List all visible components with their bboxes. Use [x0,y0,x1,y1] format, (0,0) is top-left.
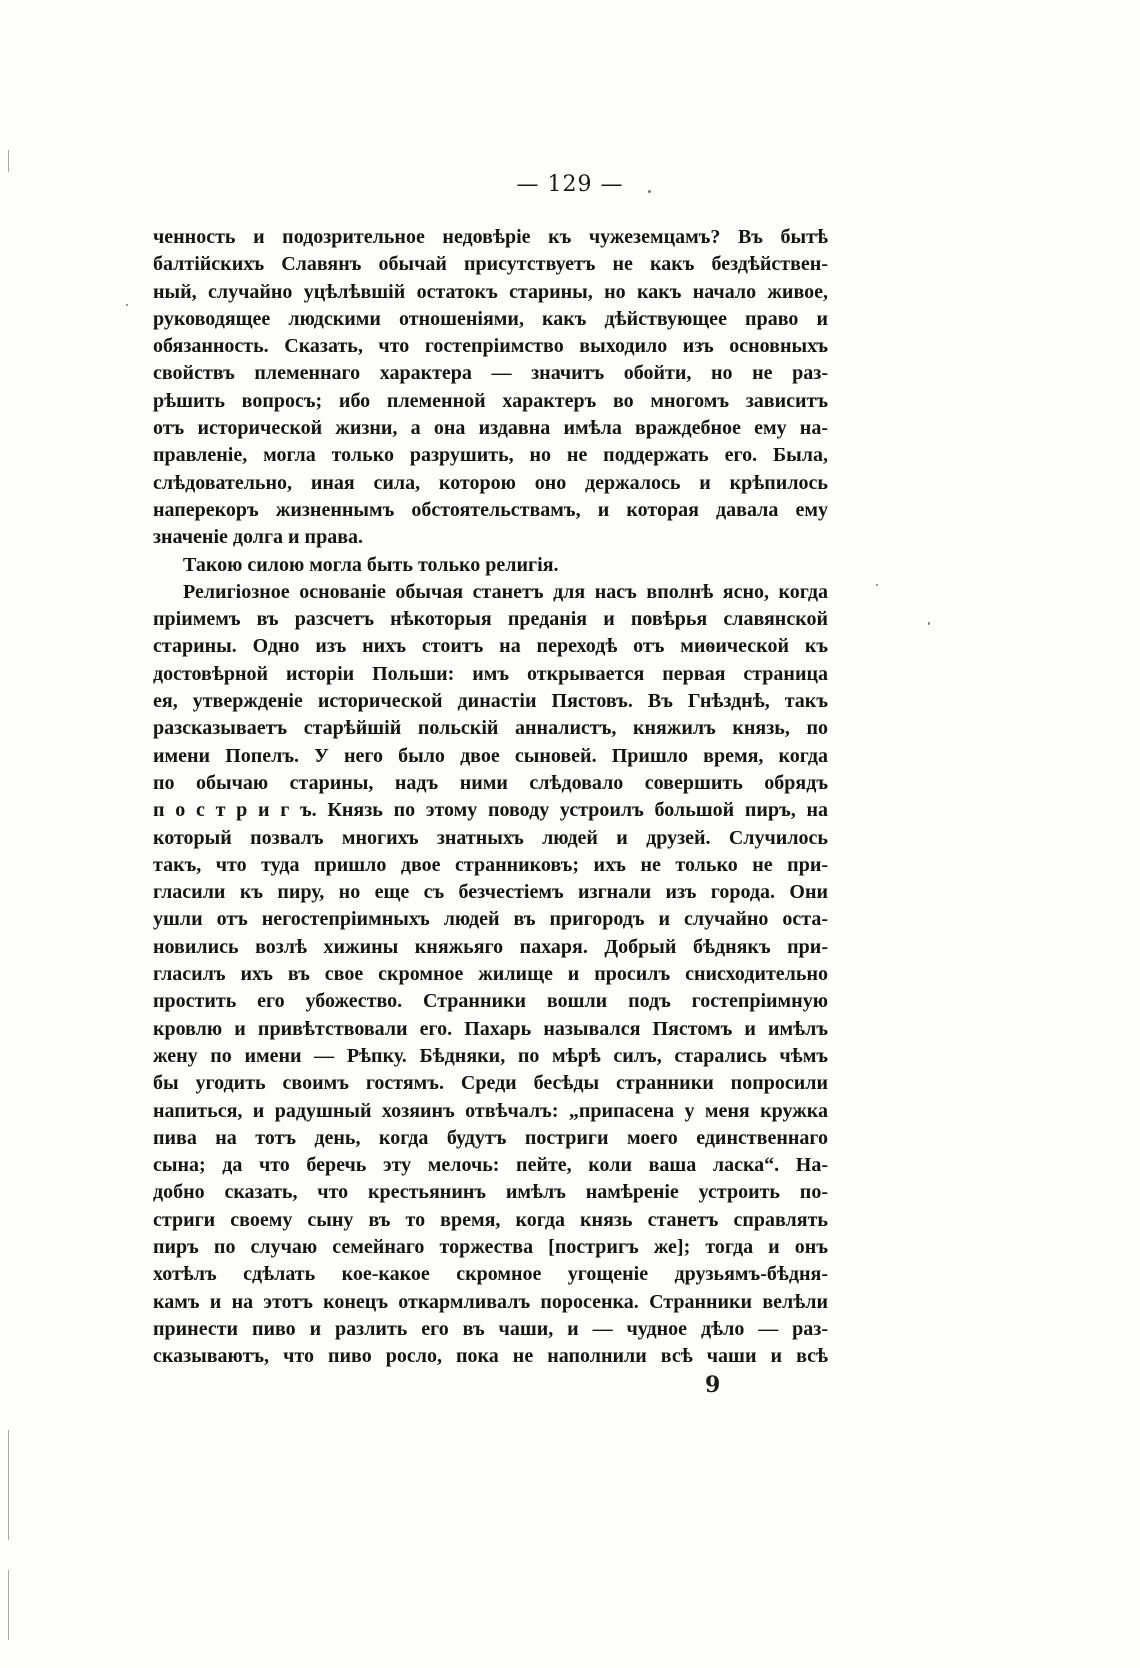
text-line: отъ исторической жизни, а она издавна имѣла враждебное ему на- [153,417,828,440]
text-line: слѣдовательно, иная сила, которою оно держалось и крѣпилось [153,471,828,494]
text-line: ченность и подозрительное недовѣріе къ чужеземцамъ? Въ бытѣ [153,226,828,248]
body-text [153,224,828,1370]
text-line: камъ и на этотъ конецъ откармливалъ поросенка. Странники велѣли [153,1290,828,1313]
scan-speck [928,622,930,625]
text-line: жену по имени — Рѣпку. Бѣдняки, по мѣрѣ силъ, старались чѣмъ [153,1044,828,1067]
scan-edge-mark [8,1570,9,1640]
signature-mark: 9 [705,1372,721,1398]
text-line: гласили къ пиру, но еще съ безчестіемъ изгнали изъ города. Они [153,881,828,904]
scan-edge-mark [8,150,9,172]
text-line: ушли отъ негостепріимныхъ людей въ пригородъ и случайно оста- [153,908,828,931]
text-line: простить его убожество. Странники вошли подъ гостепріимную [153,990,828,1013]
text-line: рѣшить вопросъ; ибо племенной характеръ во многомъ зависитъ [153,389,828,412]
text-line: гласилъ ихъ въ свое скромное жилище и просилъ снисходительно [153,963,828,986]
text-line: пріимемъ въ разсчетъ нѣкоторыя преданія и повѣрья славянской [153,608,828,631]
text-line: п о с т р и г ъ. Князь по этому поводу устроилъ большой пиръ, на [153,799,828,822]
text-line: хотѣлъ сдѣлать кое-какое скромное угощеніе друзьямъ-бѣдня- [153,1263,828,1286]
text-line: такъ, что туда пришло двое странниковъ; ихъ не только не при- [153,853,828,876]
text-line: пиръ по случаю семейнаго торжества [постригъ же]; тогда и онъ [153,1235,828,1258]
text-line: сказываютъ, что пиво росло, пока не наполнили всѣ чаши и всѣ [153,1345,828,1368]
text-line: обязанность. Сказать, что гостепріимство выходило изъ основныхъ [153,335,828,358]
text-line: имени Попелъ. У него было двое сыновей. Пришло время, когда [153,744,828,767]
scan-speck [876,584,878,586]
text-line: сына; да что беречь эту мелочь: пейте, коли ваша ласка“. На- [153,1154,828,1177]
scan-speck [126,304,128,306]
text-line: напиться, и радушный хозяинъ отвѣчалъ: „припасена у меня кружка [153,1099,828,1122]
text-line: Такою силою могла быть только религія. [183,553,559,576]
text-line: бы угодить своимъ гостямъ. Среди бесѣды странники попросили [153,1072,828,1095]
text-line: пива на тотъ день, когда будутъ постриги моего единственнаго [153,1126,828,1149]
text-line: ный, случайно уцѣлѣвшій остатокъ старины, но какъ начало живое, [153,280,828,303]
text-line: ея, утвержденіе исторической династіи Пястовъ. Въ Гнѣзднѣ, такъ [153,690,828,713]
text-line: новились возлѣ хижины княжьяго пахаря. Добрый бѣднякъ при- [153,935,828,958]
text-line: принести пиво и разлить его въ чаши, и — чудное дѣло — раз- [153,1317,828,1340]
scan-speck [648,190,651,193]
text-line: который позвалъ многихъ знатныхъ людей и друзей. Случилось [153,826,828,849]
text-line: значеніе долга и права. [153,526,363,549]
page-header-number: — 129 — [516,172,624,197]
text-line: свойствъ племеннаго характера — значитъ обойти, но не раз- [153,362,828,385]
text-line: кровлю и привѣтствовали его. Пахарь назывался Пястомъ и имѣлъ [153,1017,828,1040]
text-line: по обычаю старины, надъ ними слѣдовало совершить обрядъ [153,771,828,794]
text-line: разсказываетъ старѣйшій польскій анналистъ, княжилъ князь, по [153,717,828,740]
text-line: старины. Одно изъ нихъ стоитъ на переходѣ отъ миѳической къ [153,635,828,658]
text-line: достовѣрной исторіи Польши: имъ открывается первая страница [153,662,828,685]
text-line: добно сказать, что крестьянинъ имѣлъ намѣреніе устроить по- [153,1181,828,1204]
text-line: правленіе, могла только разрушить, но не поддержать его. Была, [153,444,828,467]
text-line: балтійскихъ Славянъ обычай присутствуетъ не какъ бездѣйствен- [153,253,828,276]
text-line: Религіозное основаніе обычая станетъ для насъ вполнѣ ясно, когда [183,580,828,603]
scan-edge-mark [8,1430,9,1540]
text-line: стриги своему сыну въ то время, когда князь станетъ справлять [153,1208,828,1231]
text-line: руководящее людскими отношеніями, какъ дѣйствующее право и [153,307,828,330]
text-line: наперекоръ жизненнымъ обстоятельствамъ, и которая давала ему [153,498,828,521]
